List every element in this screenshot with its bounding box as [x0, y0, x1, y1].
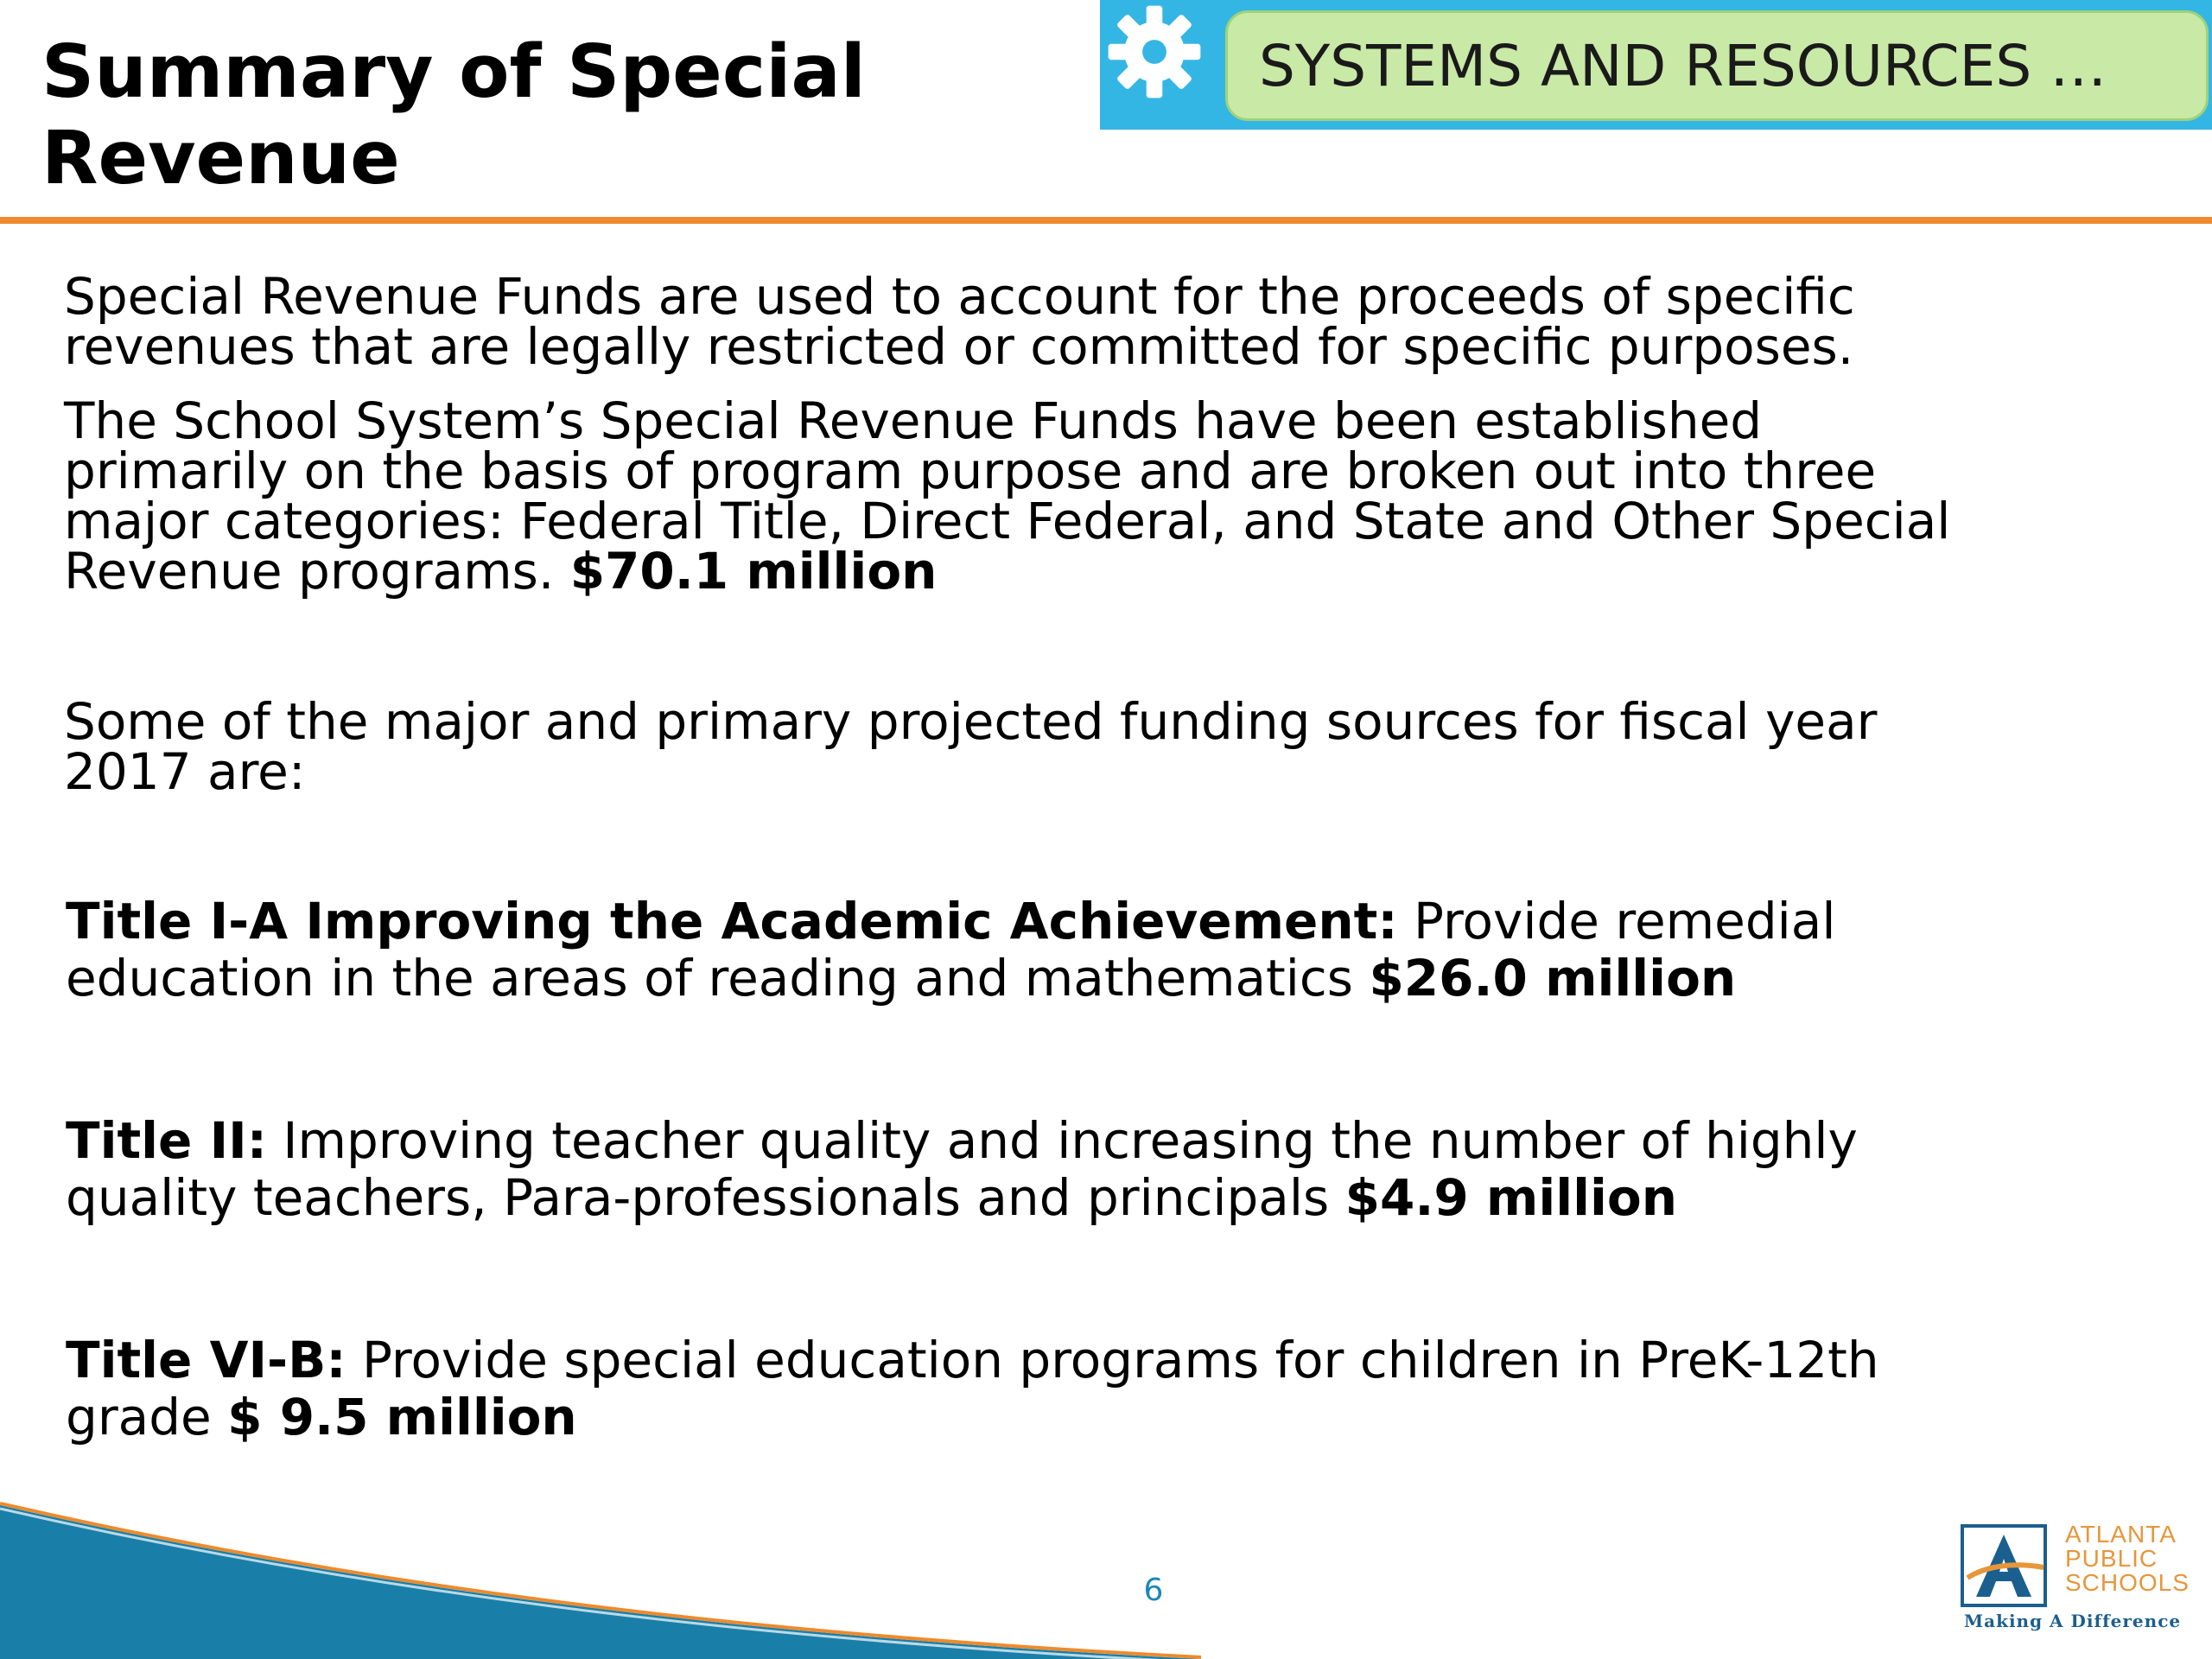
- funding-item-title-1a: [66, 893, 1835, 1007]
- funding-item-description: Improving teacher quality and increasing the number of highly: [266, 1111, 1858, 1170]
- sources-intro-paragraph: [64, 692, 1878, 801]
- atlanta-public-schools-logo: [1957, 1521, 2190, 1633]
- funding-item-label: Title I-A Improving the Academic Achievement:: [66, 892, 1398, 950]
- funding-item-line-2: [66, 1169, 1858, 1226]
- overview-line-2: primarily on the basis of program purpose and are broken out into three: [64, 442, 1877, 500]
- logo-text-line-3: SCHOOLS: [2065, 1569, 2190, 1596]
- funding-item-description: Provide special education programs for children in PreK-12th: [346, 1331, 1879, 1389]
- funding-item-line-1: [66, 893, 1835, 950]
- funding-item-line-2: [66, 1389, 1879, 1446]
- funding-item-description-cont: grade: [66, 1388, 228, 1446]
- funding-item-amount: $ 9.5 million: [227, 1388, 577, 1446]
- overview-line-4: [64, 542, 1950, 601]
- overview-paragraph: [64, 391, 1951, 601]
- funding-item-line-1: [66, 1332, 1879, 1389]
- slide-title: Summary of Special Revenue: [41, 29, 866, 201]
- intro-line-1: Special Revenue Funds are used to account for the proceeds of specific: [64, 267, 1855, 326]
- overview-line-4-text: Revenue programs.: [64, 542, 570, 601]
- section-banner-text: SYSTEMS AND RESOURCES …: [1259, 32, 2107, 99]
- funding-item-amount: $26.0 million: [1369, 949, 1737, 1007]
- funding-item-label: Title VI-B:: [66, 1331, 346, 1389]
- special-revenue-total: $70.1 million: [569, 542, 938, 601]
- funding-item-description-cont: education in the areas of reading and mathematics: [66, 949, 1370, 1007]
- overview-line-1: The School System’s Special Revenue Funds have been established: [64, 391, 1763, 450]
- logo-text-line-2: PUBLIC: [2065, 1545, 2158, 1572]
- sources-intro-line-1: Some of the major and primary projected funding sources for fiscal year: [64, 692, 1878, 751]
- intro-paragraph: [64, 267, 1855, 376]
- page-number: 6: [1143, 1573, 1164, 1608]
- gear-icon: [1104, 2, 1205, 102]
- funding-item-description: Provide remedial: [1397, 892, 1836, 950]
- funding-item-title-6b: [66, 1332, 1879, 1446]
- funding-item-line-2: [66, 950, 1835, 1007]
- funding-item-label: Title II:: [66, 1111, 267, 1170]
- logo-tagline: Making A Difference: [1964, 1611, 2182, 1631]
- intro-line-2: revenues that are legally restricted or committed for specific purposes.: [64, 317, 1854, 376]
- funding-item-amount: $4.9 million: [1344, 1168, 1678, 1227]
- header-divider: [0, 217, 2212, 224]
- funding-item-title-2: [66, 1112, 1858, 1226]
- logo-text-line-1: ATLANTA: [2065, 1521, 2177, 1548]
- aps-a-logo-icon: [1961, 1524, 2047, 1607]
- overview-line-3: major categories: Federal Title, Direct Federal, and State and Other Special: [64, 492, 1951, 550]
- footer-wave: [0, 1495, 2212, 1659]
- section-banner-label: [1225, 10, 2209, 121]
- funding-item-line-1: [66, 1112, 1858, 1169]
- sources-intro-line-2: 2017 are:: [64, 742, 306, 801]
- funding-item-description-cont: quality teachers, Para-professionals and principals: [66, 1168, 1345, 1227]
